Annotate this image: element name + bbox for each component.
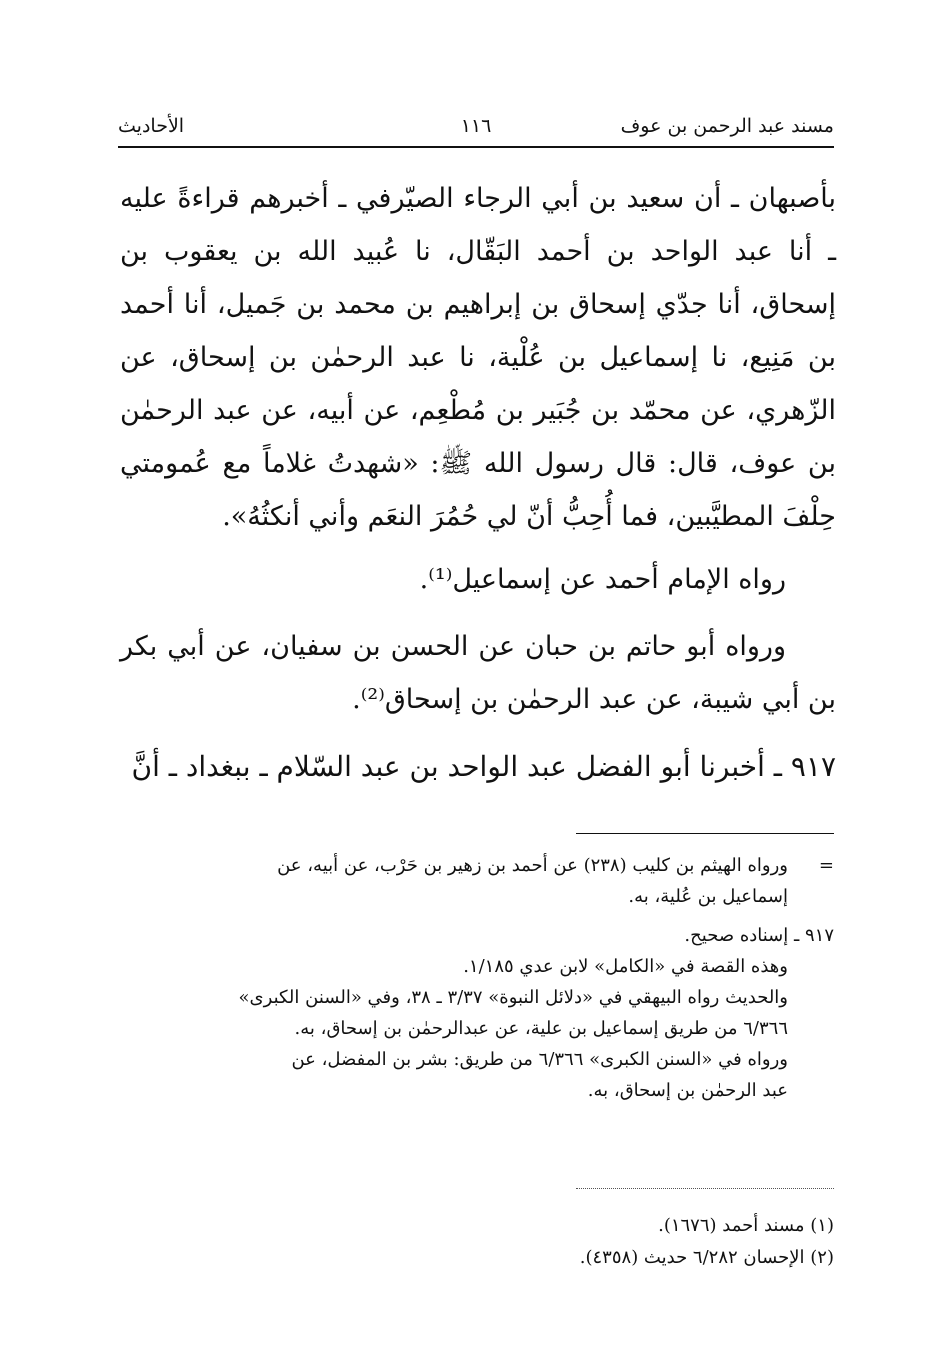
reference-footnotes	[134, 1210, 834, 1274]
section-title: الأحاديث	[118, 115, 185, 137]
note-line: ورواه في «السنن الكبرى» ٦/٣٦٦ من طريق: بشر بن المفضل، عن	[291, 1049, 788, 1070]
note-line: والحديث رواه البيهقي في «دلائل النبوة» ٣/٣٧ ـ ٣٨، وفي «السنن الكبرى»	[238, 987, 788, 1008]
note-line: إسماعيل بن عُلية، به.	[628, 886, 788, 907]
hadith-917-start: ٩١٧ ـ أخبرنا أبو الفضل عبد الواحد بن عبد السّلام ـ ببغداد ـ أنَّ	[131, 750, 836, 783]
note-line: وهذه القصة في «الكامل» لابن عدي ١/١٨٥.	[463, 956, 788, 977]
continuation-note	[134, 850, 834, 912]
book-title: مسند عبد الرحمن بن عوف	[620, 115, 834, 137]
commentary-notes	[134, 850, 834, 1106]
note-line: ٦/٣٦٦ من طريق إسماعيل بن علية، عن عبدالرحمٰن بن إسحاق، به.	[294, 1018, 788, 1039]
continuation-marker: =	[818, 855, 834, 876]
reference-separator	[576, 1188, 834, 1189]
running-header	[118, 108, 834, 144]
narration-note-ahmad: رواه الإمام أحمد عن إسماعيل⁽¹⁾.	[419, 564, 786, 595]
note-917-body	[134, 951, 834, 1106]
note-917-heading: ٩١٧ ـ إسناده صحيح.	[684, 925, 834, 946]
main-text	[120, 172, 836, 793]
footnote-2: (٢) الإحسان ٦/٢٨٢ حديث (٤٣٥٨).	[579, 1247, 834, 1268]
footnote-separator	[576, 833, 834, 834]
note-line: ورواه الهيثم بن كليب (٢٣٨) عن أحمد بن زهير بن حَرْب، عن أبيه، عن	[277, 855, 788, 876]
page-number: ١١٦	[460, 115, 492, 137]
footnote-1: (١) مسند أحمد (١٦٧٦).	[658, 1215, 834, 1236]
header-rule	[118, 146, 834, 148]
note-line: عبد الرحمٰن بن إسحاق، به.	[587, 1080, 788, 1101]
hadith-paragraph: بأصبهان ـ أن سعيد بن أبي الرجاء الصيّرفي ـ أخبرهم قراءةً عليه ـ أنا عبد الواحد بن أحمد البَقّال، نا عُبيد الله بن يعقوب بن إسحاق، أنا جدّي إسحاق بن إبراهيم بن محمد بن جَميل، أنا أحمد بن مَنِيع، نا إسماعيل بن عُلْية، نا عبد الرحمٰن بن إسحاق، عن الزّهري، عن محمّد بن جُبَير بن مُطْعِم، عن أبيه، عن عبد الرحمٰن بن عوف، قال: قال رسول الله ﷺ: «شهدتُ غلاماً مع عُمومتي حِلْفَ المطيَّبين، فما أُحِبُّ أنّ لي حُمُرَ النعَم وأني أنكثُهُ».	[120, 183, 836, 532]
narration-note-ibn-hibban: ورواه أبو حاتم بن حبان عن الحسن بن سفيان، عن أبي بكر بن أبي شيبة، عن عبد الرحمٰن بن إسحاق⁽²⁾.	[120, 631, 836, 715]
